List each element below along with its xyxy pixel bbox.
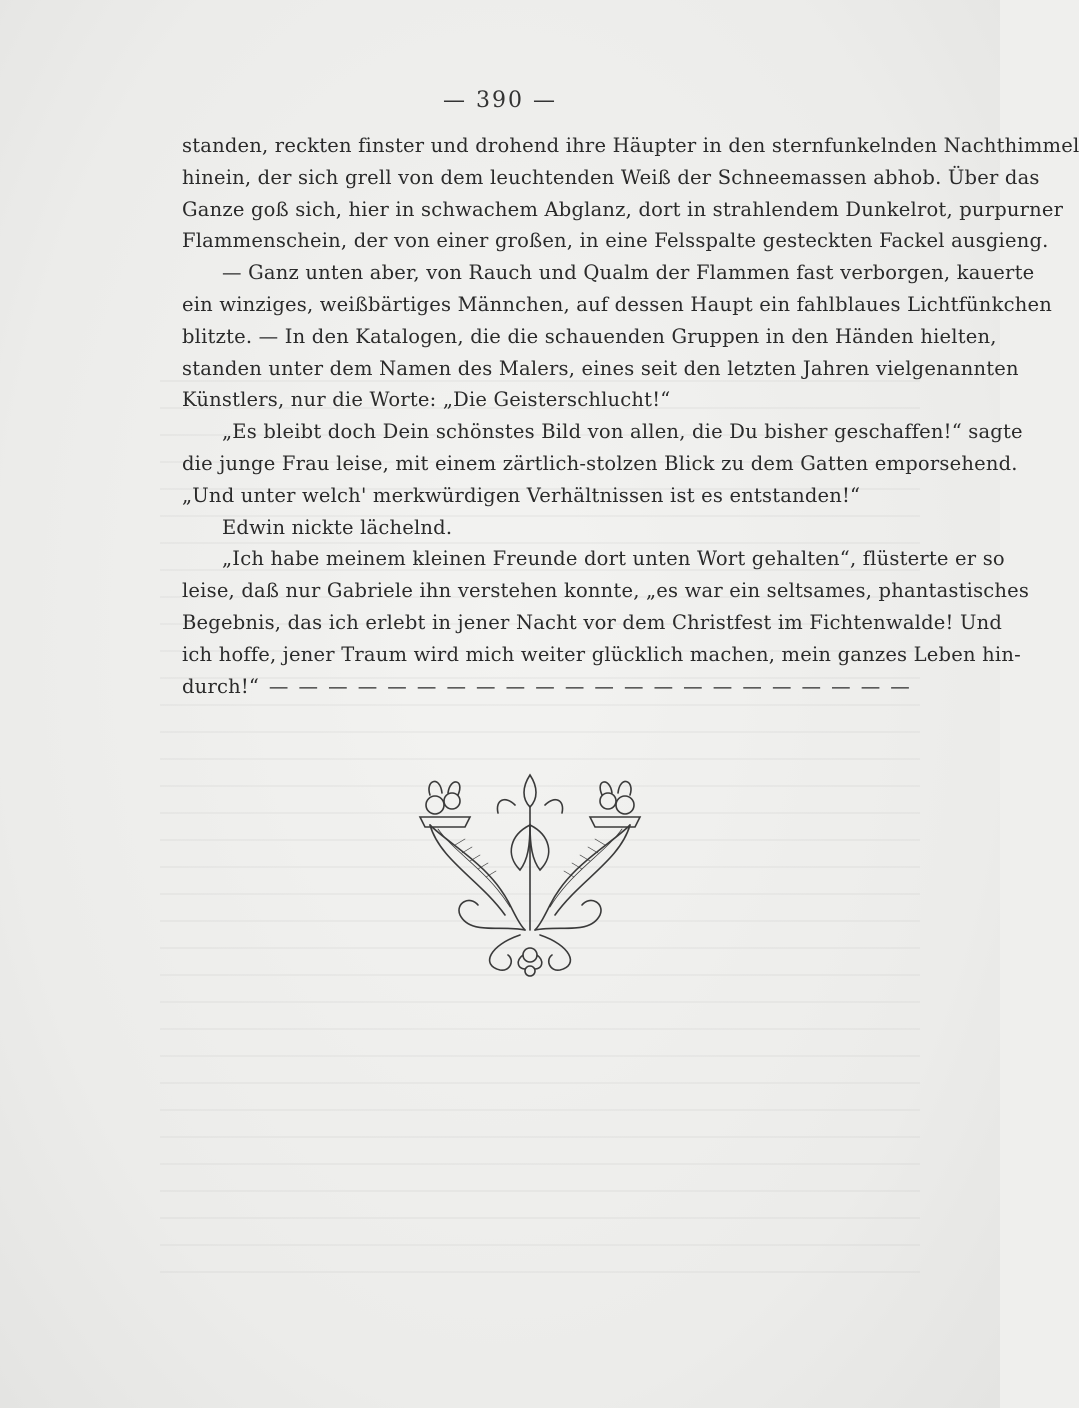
- text-line: ich hoffe, jener Traum wird mich weiter glücklich machen, mein ganzes Leben hin-: [182, 642, 1021, 666]
- text-line: „Ich habe meinem kleinen Freunde dort unten Wort gehalten“, flüsterte er so: [222, 547, 1005, 571]
- page-number: — 390 —: [443, 88, 557, 113]
- text-line: blitzte. — In den Katalogen, die die schauenden Gruppen in den Händen hielten,: [182, 324, 997, 348]
- text-line: Begebnis, das ich erlebt in jener Nacht vor dem Christfest im Fichtenwalde! Und: [182, 610, 1003, 634]
- text-line: die junge Frau leise, mit einem zärtlich-stolzen Blick zu dem Gatten emporsehend.: [182, 451, 1018, 475]
- text-line: standen unter dem Namen des Malers, eines seit den letzten Jahren vielgenannten: [182, 356, 1019, 380]
- text-line: Künstlers, nur die Worte: „Die Geisterschlucht!“: [182, 388, 671, 412]
- text-line: Flammenschein, der von einer großen, in eine Felsspalte gesteckten Fackel ausgieng.: [182, 229, 1049, 253]
- text-line: standen, reckten finster und drohend ihre Häupter in den sternfunkelnden Nachthimmel: [182, 134, 1079, 157]
- text-line: hinein, der sich grell von dem leuchtenden Weiß der Schneemassen abhob. Über das: [182, 165, 1040, 189]
- text-line: durch!“ — — — — — — — — — — — — — — — — — — — — — —: [182, 674, 910, 698]
- text-line: — Ganz unten aber, von Rauch und Qualm der Flammen fast verborgen, kauerte: [222, 261, 1035, 285]
- body-text: [182, 130, 1079, 702]
- text-line: ein winziges, weißbärtiges Männchen, auf dessen Haupt ein fahlblaues Lichtfünkchen: [182, 292, 1052, 316]
- text-line: Edwin nickte lächelnd.: [222, 515, 453, 539]
- text-line: „Und unter welch' merkwürdigen Verhältnissen ist es entstanden!“: [182, 483, 861, 507]
- text-line: Ganze goß sich, hier in schwachem Abglanz, dort in strahlendem Dunkelrot, purpurner: [182, 197, 1064, 221]
- cornucopia-ornament-icon: [410, 765, 650, 985]
- text-line: leise, daß nur Gabriele ihn verstehen konnte, „es war ein seltsames, phantastisches: [182, 579, 1030, 603]
- text-line: „Es bleibt doch Dein schönstes Bild von allen, die Du bisher geschaffen!“ sagte: [222, 420, 1023, 444]
